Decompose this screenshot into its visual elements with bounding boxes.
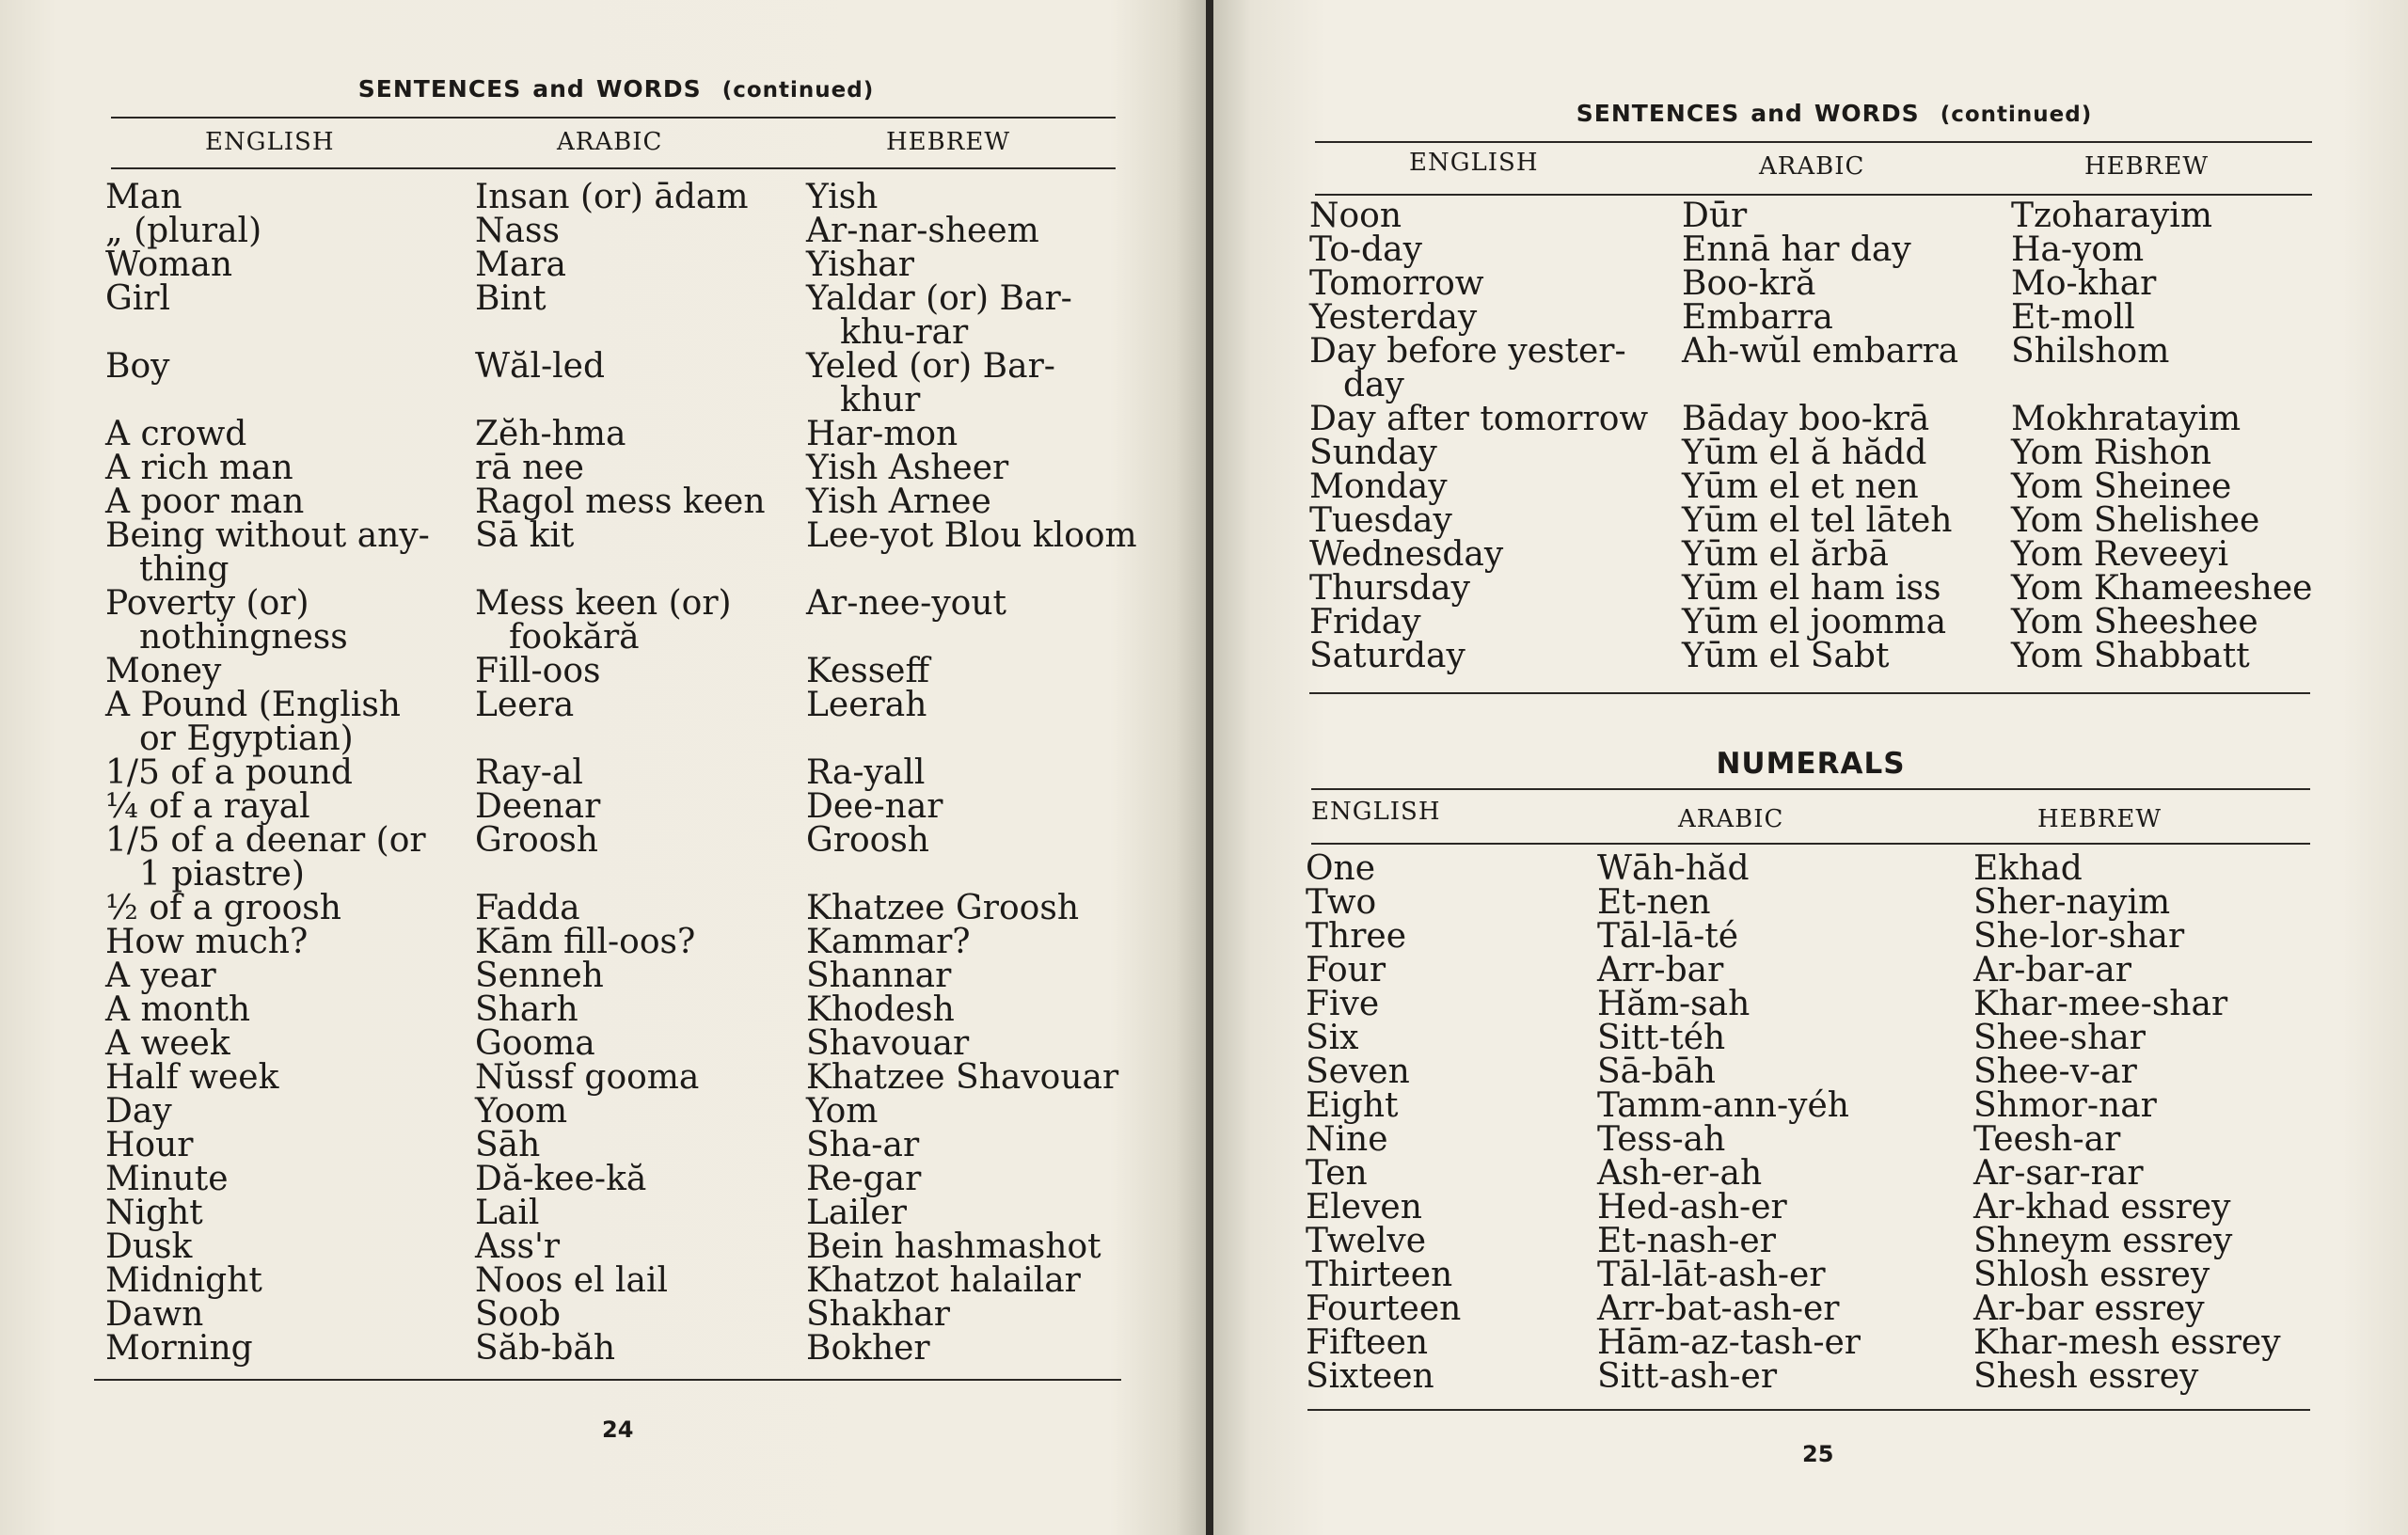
arabic-term: Noos el lail [475, 1261, 669, 1300]
english-term: Six [1306, 1019, 1359, 1057]
hebrew-term: Ra-yall [806, 753, 926, 792]
english-term: Nine [1306, 1120, 1388, 1159]
english-term: Thirteen [1306, 1256, 1453, 1294]
hebrew-term: Kammar? [806, 923, 971, 961]
hebrew-term: Yaldar (or) Bar- khu-rar [806, 279, 1072, 352]
column-header-arabic: ARABIC [1759, 152, 1865, 181]
numeral-row [1306, 1055, 2397, 1089]
hebrew-term: Ar-sar-rar [1973, 1154, 2144, 1193]
english-term: Night [105, 1194, 203, 1232]
book-gutter [1206, 0, 1213, 1535]
arabic-term: Leera [475, 686, 575, 724]
numerals-header-english: ENGLISH [1311, 798, 1441, 826]
english-term: Day before yester- day [1309, 332, 1626, 404]
arabic-term: Ennā har day [1682, 230, 1911, 269]
arabic-term: Yoom [475, 1092, 568, 1131]
hebrew-term: Yeled (or) Bar- khur [806, 347, 1055, 419]
arabic-term: Tess-ah [1597, 1120, 1726, 1159]
arabic-term: Tāl-lāt-ash-er [1597, 1256, 1826, 1294]
arabic-term: Tāl-lā-té [1597, 917, 1739, 956]
column-header-hebrew: HEBREW [2084, 152, 2210, 181]
arabic-term: Ass'r [475, 1227, 561, 1266]
hebrew-term: Yom Sheinee [2011, 467, 2232, 506]
english-term: Money [105, 652, 222, 690]
table-row [1309, 335, 2400, 403]
arabic-term: Et-nen [1597, 883, 1711, 922]
hebrew-term: Bokher [806, 1329, 930, 1368]
arabic-term: Lail [475, 1194, 540, 1232]
table-row [105, 181, 1140, 214]
english-term: Poverty (or) nothingness [105, 584, 348, 657]
column-header-english: ENGLISH [1409, 149, 1539, 177]
running-head-part: WORDS [1814, 100, 1920, 127]
english-term: Tuesday [1309, 501, 1452, 540]
running-head-part: WORDS [595, 75, 702, 103]
english-term: Midnight [105, 1261, 262, 1300]
arabic-term: Sitt-téh [1597, 1019, 1726, 1057]
english-term: 1/5 of a deenar (or 1 piastre) [105, 821, 426, 894]
hebrew-term: Sha-ar [806, 1126, 920, 1164]
english-term: Tomorrow [1309, 264, 1484, 303]
hebrew-term: Teesh-ar [1973, 1120, 2121, 1159]
english-term: Thursday [1309, 569, 1470, 608]
table-row [105, 214, 1140, 248]
table-row [105, 282, 1140, 350]
english-term: A poor man [105, 483, 305, 521]
running-head-left [113, 75, 1119, 103]
vocabulary-table-body [1309, 199, 2400, 673]
hebrew-term: Ha-yom [2011, 230, 2145, 269]
english-term: A week [105, 1024, 230, 1063]
arabic-term: Săb-băh [475, 1329, 616, 1368]
english-term: Noon [1309, 197, 1402, 235]
table-row [1309, 640, 2400, 673]
english-term: A year [105, 957, 216, 995]
english-term: Boy [105, 347, 170, 386]
arabic-term: Yūm el joomma [1682, 603, 1947, 641]
numerals-rule-bottom [1311, 843, 2310, 845]
hebrew-term: Shlosh essrey [1973, 1256, 2210, 1294]
numeral-row [1306, 852, 2397, 886]
english-term: Dawn [105, 1295, 204, 1334]
table-row [105, 1163, 1140, 1196]
numeral-row [1306, 1292, 2397, 1326]
table-row [1309, 267, 2400, 301]
hebrew-term: Ar-bar essrey [1973, 1290, 2205, 1328]
hebrew-term: Tzoharayim [2011, 197, 2212, 235]
hebrew-term: Khar-mee-shar [1973, 985, 2228, 1023]
english-term: Being without any- thing [105, 516, 430, 589]
numerals-table-body [1306, 849, 2397, 1396]
hebrew-term: Ar-khad essrey [1973, 1188, 2231, 1226]
arabic-term: Wăl-led [475, 347, 606, 386]
arabic-term: Sā kit [475, 516, 575, 555]
table-row [1309, 403, 2400, 436]
table-row [105, 1230, 1140, 1264]
hebrew-term: Khar-mesh essrey [1973, 1323, 2281, 1362]
hebrew-term: She-lor-shar [1973, 917, 2185, 956]
english-term: Eleven [1306, 1188, 1422, 1226]
english-term: Woman [105, 245, 233, 284]
table-row [105, 688, 1140, 756]
bottom-rule [94, 1379, 1121, 1381]
table-row [105, 451, 1140, 485]
hebrew-term: Yishar [806, 245, 914, 284]
hebrew-term: Yom Rishon [2011, 434, 2212, 472]
arabic-term: Yūm el Sabt [1682, 637, 1890, 675]
running-head-right [1317, 100, 2352, 127]
english-term: Minute [105, 1160, 229, 1198]
page-number: 24 [602, 1416, 634, 1443]
arabic-term: Boo-kră [1682, 264, 1816, 303]
hebrew-term: Yom Shelishee [2011, 501, 2260, 540]
arabic-term: Nass [475, 212, 560, 250]
arabic-term: Bint [475, 279, 547, 318]
section-rule [1309, 692, 2310, 694]
hebrew-term: Shesh essrey [1973, 1357, 2199, 1396]
numeral-row [1306, 920, 2397, 954]
hebrew-term: Et-moll [2011, 298, 2135, 337]
arabic-term: rā nee [475, 449, 584, 487]
english-term: „ (plural) [105, 212, 262, 250]
english-term: Five [1306, 985, 1380, 1023]
english-term: Eight [1306, 1086, 1399, 1125]
table-row [105, 655, 1140, 688]
table-row [105, 485, 1140, 519]
running-head-part: (continued) [721, 78, 875, 103]
table-row [105, 1264, 1140, 1298]
numeral-row [1306, 1225, 2397, 1258]
bottom-rule [1307, 1409, 2310, 1411]
table-row [105, 1196, 1140, 1230]
hebrew-term: Khatzot halailar [806, 1261, 1081, 1300]
arabic-term: Arr-bat-ash-er [1597, 1290, 1840, 1328]
arabic-term: Dūr [1682, 197, 1748, 235]
english-term: Sunday [1309, 434, 1437, 472]
hebrew-term: Shmor-nar [1973, 1086, 2157, 1125]
hebrew-term: Lailer [806, 1194, 907, 1232]
hebrew-term: Yish [806, 178, 879, 216]
numerals-table [1306, 849, 2397, 1396]
hebrew-term: Yom Reveeyi [2011, 535, 2229, 574]
header-rule-bottom [111, 167, 1116, 169]
right-page [1213, 0, 2408, 1535]
arabic-term: Kām fill-oos? [475, 923, 696, 961]
arabic-term: Sā-bāh [1597, 1052, 1716, 1091]
table-row [1309, 606, 2400, 640]
arabic-term: Mess keen (or) fookără [475, 584, 732, 657]
header-rule-bottom [1315, 194, 2312, 196]
english-term: To-day [1309, 230, 1422, 269]
table-row [105, 519, 1140, 587]
english-term: Hour [105, 1126, 194, 1164]
vocabulary-table-body [105, 178, 1140, 1368]
english-term: ¼ of a rayal [105, 787, 310, 826]
table-row [1309, 199, 2400, 233]
hebrew-term: Leerah [806, 686, 927, 724]
arabic-term: Fadda [475, 889, 580, 927]
table-row [1309, 470, 2400, 504]
arabic-term: Senneh [475, 957, 604, 995]
english-term: Twelve [1306, 1222, 1427, 1260]
hebrew-term: Shee-shar [1973, 1019, 2146, 1057]
english-term: Fourteen [1306, 1290, 1462, 1328]
numeral-row [1306, 1191, 2397, 1225]
column-header-hebrew: HEBREW [886, 128, 1011, 156]
english-term: Day [105, 1092, 172, 1131]
hebrew-term: Sher-nayim [1973, 883, 2171, 922]
english-term: Dusk [105, 1227, 193, 1266]
english-term: A Pound (English or Egyptian) [105, 686, 401, 758]
english-term: A rich man [105, 449, 293, 487]
header-rule-top [111, 117, 1116, 119]
english-term: Day after tomorrow [1309, 400, 1649, 438]
arabic-term: Sāh [475, 1126, 541, 1164]
hebrew-term: Shannar [806, 957, 952, 995]
arabic-term: Yūm el et nen [1682, 467, 1919, 506]
numeral-row [1306, 1089, 2397, 1123]
hebrew-term: Shee-v-ar [1973, 1052, 2137, 1091]
english-term: Morning [105, 1329, 253, 1368]
english-term: Seven [1306, 1052, 1410, 1091]
hebrew-term: Yish Arnee [806, 483, 991, 521]
hebrew-term: Ar-nee-yout [806, 584, 1006, 623]
table-row [105, 1298, 1140, 1332]
vocabulary-table [105, 178, 1140, 1368]
vocabulary-table [1309, 199, 2400, 673]
numeral-row [1306, 1123, 2397, 1157]
numerals-header-arabic: ARABIC [1678, 805, 1784, 833]
column-header-arabic: ARABIC [557, 128, 663, 156]
hebrew-term: Ar-bar-ar [1973, 951, 2131, 989]
table-row [1309, 538, 2400, 572]
numeral-row [1306, 1021, 2397, 1055]
table-row [105, 926, 1140, 959]
arabic-term: Deenar [475, 787, 601, 826]
hebrew-term: Shneym essrey [1973, 1222, 2233, 1260]
arabic-term: Ray-al [475, 753, 583, 792]
table-row [105, 248, 1140, 282]
numeral-row [1306, 1360, 2397, 1394]
hebrew-term: Shilshom [2011, 332, 2170, 371]
arabic-term: Zĕh-hma [475, 415, 626, 453]
table-row [105, 1095, 1140, 1129]
arabic-term: Mara [475, 245, 566, 284]
table-row [105, 959, 1140, 993]
table-row [105, 1027, 1140, 1061]
numeral-row [1306, 1258, 2397, 1292]
column-header-english: ENGLISH [205, 128, 335, 156]
table-row [1309, 301, 2400, 335]
hebrew-term: Kesseff [806, 652, 930, 690]
hebrew-term: Khatzee Groosh [806, 889, 1080, 927]
numerals-rule-top [1311, 788, 2310, 790]
arabic-term: Et-nash-er [1597, 1222, 1776, 1260]
hebrew-term: Ar-nar-sheem [806, 212, 1039, 250]
hebrew-term: Yom Sheeshee [2011, 603, 2258, 641]
running-head-part: and [532, 75, 585, 103]
english-term: Sixteen [1306, 1357, 1434, 1396]
english-term: A month [105, 990, 251, 1029]
table-row [1309, 572, 2400, 606]
arabic-term: Groosh [475, 821, 598, 860]
english-term: How much? [105, 923, 309, 961]
arabic-term: Yūm el ham iss [1682, 569, 1941, 608]
table-row [105, 1061, 1140, 1095]
numeral-row [1306, 886, 2397, 920]
table-row [1309, 436, 2400, 470]
english-term: Girl [105, 279, 170, 318]
hebrew-term: Ekhad [1973, 849, 2083, 888]
english-term: Friday [1309, 603, 1421, 641]
english-term: Four [1306, 951, 1386, 989]
table-row [105, 824, 1140, 892]
hebrew-term: Khatzee Shavouar [806, 1058, 1119, 1097]
english-term: Monday [1309, 467, 1448, 506]
table-row [1309, 504, 2400, 538]
hebrew-term: Mokhratayim [2011, 400, 2242, 438]
arabic-term: Sitt-ash-er [1597, 1357, 1778, 1396]
english-term: Man [105, 178, 182, 216]
hebrew-term: Shavouar [806, 1024, 970, 1063]
table-row [105, 790, 1140, 824]
arabic-term: Yūm el ărbā [1682, 535, 1889, 574]
arabic-term: Ragol mess keen [475, 483, 766, 521]
english-term: Three [1306, 917, 1407, 956]
english-term: Wednesday [1309, 535, 1504, 574]
arabic-term: Arr-bar [1597, 951, 1724, 989]
hebrew-term: Lee-yot Blou kloom [806, 516, 1137, 555]
numerals-title: NUMERALS [1716, 747, 1906, 781]
arabic-term: Nŭssf gooma [475, 1058, 700, 1097]
arabic-term: Sharh [475, 990, 578, 1029]
running-head-part: (continued) [1940, 103, 2093, 127]
english-term: Fifteen [1306, 1323, 1429, 1362]
running-head-part: SENTENCES [1576, 100, 1740, 127]
english-term: Saturday [1309, 637, 1465, 675]
english-term: Ten [1306, 1154, 1368, 1193]
english-term: One [1306, 849, 1376, 888]
arabic-term: Ah-wŭl embarra [1682, 332, 1959, 371]
running-head-part: SENTENCES [357, 75, 522, 103]
hebrew-term: Re-gar [806, 1160, 922, 1198]
hebrew-term: Groosh [806, 821, 929, 860]
table-row [105, 756, 1140, 790]
arabic-term: Dă-kee-kă [475, 1160, 647, 1198]
table-row [105, 892, 1140, 926]
table-row [1309, 233, 2400, 267]
arabic-term: Ash-er-ah [1597, 1154, 1763, 1193]
numerals-header-hebrew: HEBREW [2037, 805, 2162, 833]
arabic-term: Gooma [475, 1024, 595, 1063]
numeral-row [1306, 954, 2397, 988]
table-row [105, 587, 1140, 655]
table-row [105, 418, 1140, 451]
arabic-term: Yūm el tel lāteh [1682, 501, 1953, 540]
arabic-term: Yūm el ă hădd [1682, 434, 1927, 472]
english-term: A crowd [105, 415, 247, 453]
hebrew-term: Yom Khameeshee [2011, 569, 2313, 608]
table-row [105, 350, 1140, 418]
english-term: Yesterday [1309, 298, 1478, 337]
numeral-row [1306, 1157, 2397, 1191]
hebrew-term: Shakhar [806, 1295, 950, 1334]
english-term: ½ of a groosh [105, 889, 341, 927]
numeral-row [1306, 1326, 2397, 1360]
hebrew-term: Khodesh [806, 990, 955, 1029]
english-term: Two [1306, 883, 1377, 922]
hebrew-term: Dee-nar [806, 787, 943, 826]
arabic-term: Tamm-ann-yéh [1597, 1086, 1849, 1125]
arabic-term: Fill-oos [475, 652, 601, 690]
numeral-row [1306, 988, 2397, 1021]
table-row [105, 1129, 1140, 1163]
hebrew-term: Yish Asheer [806, 449, 1009, 487]
arabic-term: Soob [475, 1295, 562, 1334]
table-row [105, 1332, 1140, 1366]
arabic-term: Hām-az-tash-er [1597, 1323, 1861, 1362]
table-row [105, 993, 1140, 1027]
arabic-term: Wāh-hăd [1597, 849, 1750, 888]
arabic-term: Embarra [1682, 298, 1833, 337]
hebrew-term: Har-mon [806, 415, 958, 453]
hebrew-term: Yom Shabbatt [2011, 637, 2250, 675]
english-term: Half week [105, 1058, 279, 1097]
arabic-term: Hăm-sah [1597, 985, 1751, 1023]
arabic-term: Insan (or) ādam [475, 178, 749, 216]
page-number: 25 [1802, 1441, 1834, 1467]
header-rule-top [1315, 141, 2312, 143]
hebrew-term: Bein hashmashot [806, 1227, 1101, 1266]
arabic-term: Bāday boo-krā [1682, 400, 1930, 438]
english-term: 1/5 of a pound [105, 753, 353, 792]
arabic-term: Hed-ash-er [1597, 1188, 1787, 1226]
hebrew-term: Yom [806, 1092, 879, 1131]
running-head-part: and [1751, 100, 1803, 127]
hebrew-term: Mo-khar [2011, 264, 2157, 303]
